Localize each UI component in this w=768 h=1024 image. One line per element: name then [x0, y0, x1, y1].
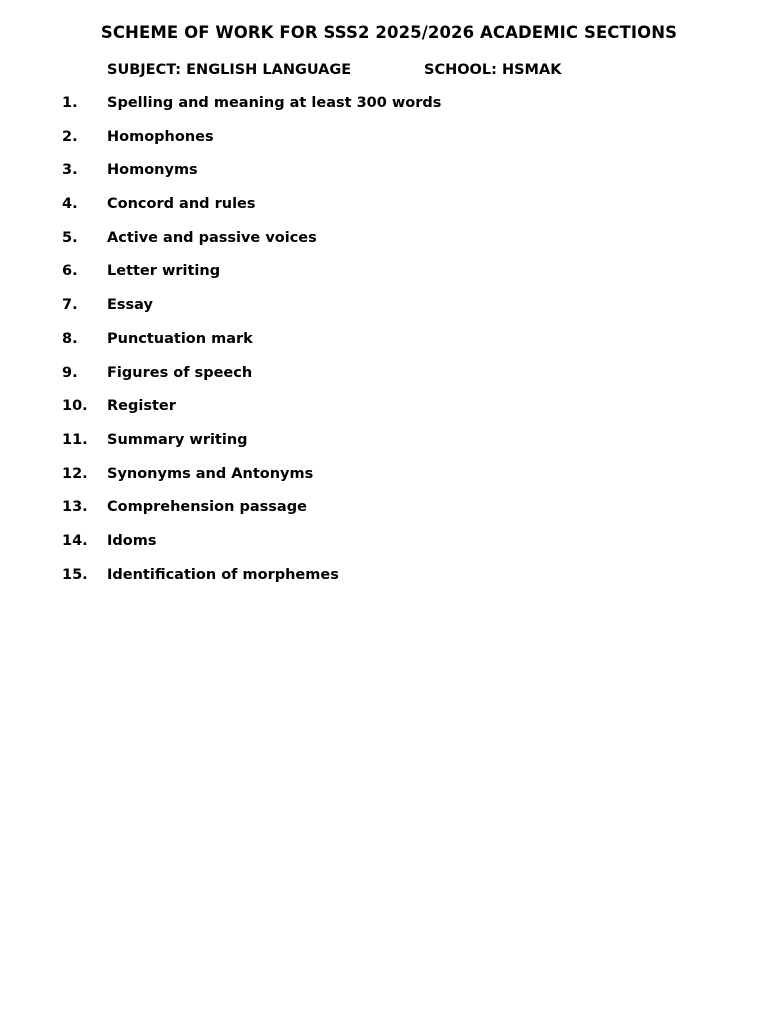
list-item-text: Homophones: [107, 128, 214, 145]
list-item-text: Comprehension passage: [107, 499, 307, 516]
list-item: [0, 429, 768, 463]
list-item-number: 12.: [62, 465, 88, 482]
list-item-number: 10.: [62, 398, 88, 415]
list-item-text: Active and passive voices: [107, 229, 317, 246]
list-item-number: 4.: [62, 196, 78, 213]
list-item-text: Identification of morphemes: [107, 566, 339, 583]
list-item: [0, 294, 768, 328]
list-item-number: 5.: [62, 229, 78, 246]
list-item: [0, 564, 768, 598]
list-item: [0, 92, 768, 126]
school-label: SCHOOL: HSMAK: [424, 62, 562, 78]
list-item: [0, 362, 768, 396]
list-item: [0, 260, 768, 294]
list-item: [0, 328, 768, 362]
list-item-text: Concord and rules: [107, 196, 256, 213]
list-item-number: 15.: [62, 566, 88, 583]
subject-label: SUBJECT: ENGLISH LANGUAGE: [107, 62, 352, 78]
list-item: [0, 530, 768, 564]
list-item-text: Synonyms and Antonyms: [107, 465, 314, 482]
list-item-text: Summary writing: [107, 431, 248, 448]
list-item-text: Register: [107, 398, 176, 415]
list-item-text: Idoms: [107, 532, 157, 549]
list-item: [0, 126, 768, 160]
list-item-number: 3.: [62, 162, 78, 179]
list-item-text: Punctuation mark: [107, 330, 253, 347]
list-item: [0, 395, 768, 429]
list-item: [0, 227, 768, 261]
list-item-number: 2.: [62, 128, 78, 145]
list-item-number: 14.: [62, 532, 88, 549]
list-item: [0, 159, 768, 193]
list-item-text: Figures of speech: [107, 364, 253, 381]
list-item-number: 9.: [62, 364, 78, 381]
list-item: [0, 193, 768, 227]
page-title: SCHEME OF WORK FOR SSS2 2025/2026 ACADEMIC SECTIONS: [100, 23, 678, 42]
list-item-text: Essay: [107, 297, 153, 314]
list-item-number: 8.: [62, 330, 78, 347]
list-item-text: Letter writing: [107, 263, 221, 280]
list-item-number: 1.: [62, 95, 78, 111]
list-item-number: 11.: [62, 431, 88, 448]
list-item-number: 13.: [62, 499, 88, 516]
list-item: [0, 463, 768, 497]
topic-list: [0, 92, 768, 597]
list-item-number: 7.: [62, 297, 78, 314]
list-item-text: Homonyms: [107, 162, 198, 179]
list-item-text: Spelling and meaning at least 300 words: [107, 95, 442, 111]
list-item-number: 6.: [62, 263, 78, 280]
list-item: [0, 496, 768, 530]
